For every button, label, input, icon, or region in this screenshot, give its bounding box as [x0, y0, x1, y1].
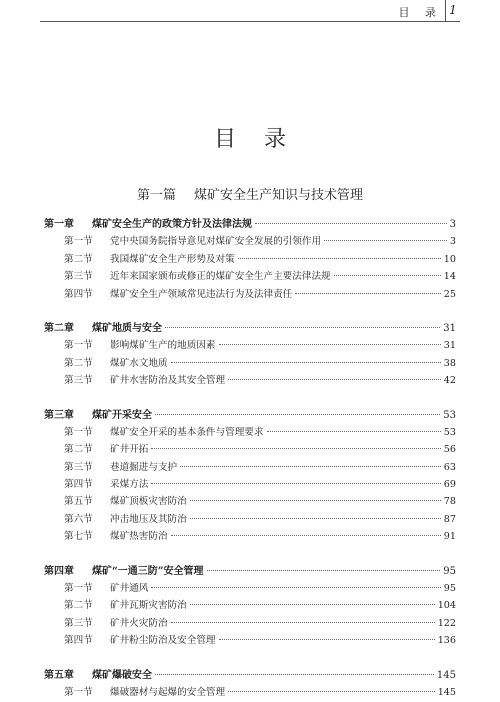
toc-section-page: 145: [437, 686, 456, 698]
dot-leader: [151, 587, 440, 588]
dot-leader: [190, 500, 441, 501]
toc-section[interactable]: [44, 511, 456, 528]
toc-section-title: 煤矿安全开采的基本条件与管理要求: [110, 426, 264, 438]
toc-section-number: 第三节: [64, 375, 93, 387]
toc-section-number: 第七节: [64, 531, 93, 543]
toc-section-page: 25: [443, 288, 456, 300]
toc-section[interactable]: [44, 441, 456, 458]
toc-chapter-page: 3: [449, 219, 456, 230]
toc-section-title: 煤矿水文地质: [110, 357, 168, 369]
header-rule: [40, 21, 460, 22]
toc-section-number: 第四节: [64, 288, 93, 300]
toc-section-number: 第五节: [64, 496, 93, 508]
dot-leader: [267, 431, 441, 432]
running-header-label: 目 录: [398, 6, 442, 19]
toc-section-title: 巷道掘进与支护: [110, 461, 178, 473]
table-of-contents: [44, 216, 456, 701]
toc-section-number: 第二节: [64, 253, 93, 265]
toc-section-number: 第四节: [64, 479, 93, 491]
toc-section[interactable]: [44, 286, 456, 303]
dot-leader: [171, 362, 441, 363]
toc-chapter[interactable]: [44, 667, 456, 684]
toc-section-page: 14: [443, 271, 456, 283]
part-title: 煤矿安全生产知识与技术管理: [194, 188, 364, 203]
toc-section-title: 矿井火灾防治: [110, 617, 168, 629]
dot-leader: [151, 483, 440, 484]
toc-section[interactable]: [44, 493, 456, 510]
toc-section-number: 第一节: [64, 426, 93, 438]
toc-section-page: 31: [443, 340, 456, 352]
dot-leader: [171, 535, 441, 536]
toc-chapter-title: 煤矿爆破安全: [92, 669, 152, 681]
dot-leader: [207, 570, 441, 571]
toc-chapter-page: 31: [443, 322, 456, 334]
toc-section-page: 91: [443, 531, 456, 543]
dot-leader: [324, 240, 447, 241]
toc-chapter-page: 53: [443, 409, 456, 421]
toc-section-page: 42: [443, 375, 456, 387]
toc-section-title: 我国煤矿安全生产形势及对策: [110, 253, 235, 265]
toc-section[interactable]: [44, 615, 456, 632]
dot-leader: [171, 622, 435, 623]
toc-section-number: 第二节: [64, 357, 93, 369]
toc-section[interactable]: [44, 424, 456, 441]
dot-leader: [190, 604, 435, 605]
running-header: [0, 0, 500, 24]
toc-section-title: 矿井水害防治及其安全管理: [110, 375, 226, 387]
toc-chapter[interactable]: [44, 216, 456, 233]
toc-section-title: 影响煤矿生产的地质因素: [110, 340, 216, 352]
toc-section[interactable]: [44, 580, 456, 597]
dot-leader: [190, 518, 441, 519]
toc-section[interactable]: [44, 337, 456, 354]
toc-section-title: 党中央国务院指导意见对煤矿安全发展的引领作用: [110, 236, 322, 248]
toc-chapter-title: 煤矿安全生产的政策方针及法律法规: [92, 219, 252, 230]
dot-leader: [165, 327, 440, 328]
toc-section-number: 第三节: [64, 461, 93, 473]
toc-section-title: 矿井粉尘防治及安全管理: [110, 635, 216, 647]
toc-section[interactable]: [44, 684, 456, 701]
toc-section-number: 第一节: [64, 686, 93, 698]
toc-section-page: 136: [437, 635, 456, 647]
dot-leader: [295, 293, 441, 294]
toc-section-title: 冲击地压及其防治: [110, 513, 187, 525]
toc-section-page: 122: [437, 617, 456, 629]
toc-section-number: 第四节: [64, 635, 93, 647]
part-number: 第一篇: [136, 188, 176, 203]
toc-section-number: 第一节: [64, 340, 93, 352]
toc-section-number: 第二节: [64, 444, 93, 456]
toc-chapter-number: 第二章: [44, 322, 74, 334]
dot-leader: [180, 466, 441, 467]
toc-section-number: 第一节: [64, 583, 93, 595]
dot-leader: [334, 275, 441, 276]
dot-leader: [151, 448, 440, 449]
toc-chapter-page: 95: [443, 565, 456, 577]
toc-chapter-title: 煤矿地质与安全: [92, 322, 162, 334]
toc-chapter-number: 第四章: [44, 565, 74, 577]
toc-section[interactable]: [44, 372, 456, 389]
toc-section-page: 87: [443, 513, 456, 525]
toc-section[interactable]: [44, 233, 456, 250]
toc-section-number: 第一节: [64, 236, 93, 248]
dot-leader: [238, 258, 441, 259]
toc-section-title: 采煤方法: [110, 479, 149, 491]
toc-section-page: 104: [437, 600, 456, 612]
toc-section-page: 3: [449, 236, 456, 248]
page-title: 目录: [213, 127, 314, 152]
toc-chapter-page: 145: [436, 669, 456, 681]
toc-section-title: 爆破器材与起爆的安全管理: [110, 686, 226, 698]
dot-leader: [255, 223, 447, 224]
toc-section-page: 63: [443, 461, 456, 473]
toc-section-page: 95: [443, 583, 456, 595]
toc-chapter-number: 第五章: [44, 669, 74, 681]
toc-section-title: 矿井瓦斯灾害防治: [110, 600, 187, 612]
toc-section-page: 56: [443, 444, 456, 456]
toc-section-number: 第二节: [64, 600, 93, 612]
toc-section-number: 第六节: [64, 513, 93, 525]
dot-leader: [228, 691, 435, 692]
toc-section[interactable]: [44, 632, 456, 649]
dot-leader: [155, 414, 440, 415]
toc-section[interactable]: [44, 476, 456, 493]
toc-section-number: 第三节: [64, 271, 93, 283]
part-heading: [0, 184, 500, 203]
toc-section[interactable]: [44, 251, 456, 268]
toc-section-title: 煤矿顶板灾害防治: [110, 496, 187, 508]
toc-section-page: 38: [443, 357, 456, 369]
toc-section-title: 近年来国家颁布或修正的煤矿安全生产主要法律法规: [110, 271, 331, 283]
toc-section-title: 矿井通风: [110, 583, 149, 595]
toc-section-title: 矿井开拓: [110, 444, 149, 456]
toc-section[interactable]: [44, 528, 456, 545]
toc-chapter[interactable]: [44, 563, 456, 580]
toc-chapter-title: 煤矿“一通三防”安全管理: [92, 565, 204, 577]
toc-section[interactable]: [44, 597, 456, 614]
page-number: 1: [445, 0, 460, 21]
toc-section-title: 煤矿热害防治: [110, 531, 168, 543]
dot-leader: [219, 639, 435, 640]
toc-chapter[interactable]: [44, 407, 456, 424]
dot-leader: [228, 379, 441, 380]
toc-section-page: 69: [443, 479, 456, 491]
toc-section[interactable]: [44, 355, 456, 372]
dot-leader: [219, 344, 441, 345]
toc-section-page: 10: [443, 253, 456, 265]
toc-section[interactable]: [44, 268, 456, 285]
toc-chapter-number: 第三章: [44, 409, 74, 421]
toc-section[interactable]: [44, 459, 456, 476]
toc-section-page: 78: [443, 496, 456, 508]
toc-section-title: 煤矿安全生产领域常见违法行为及法律责任: [110, 288, 293, 300]
toc-chapter-title: 煤矿开采安全: [92, 409, 152, 421]
toc-chapter[interactable]: [44, 320, 456, 337]
toc-section-number: 第三节: [64, 617, 93, 629]
toc-section-page: 53: [443, 426, 456, 438]
toc-chapter-number: 第一章: [44, 219, 74, 230]
dot-leader: [155, 674, 434, 675]
